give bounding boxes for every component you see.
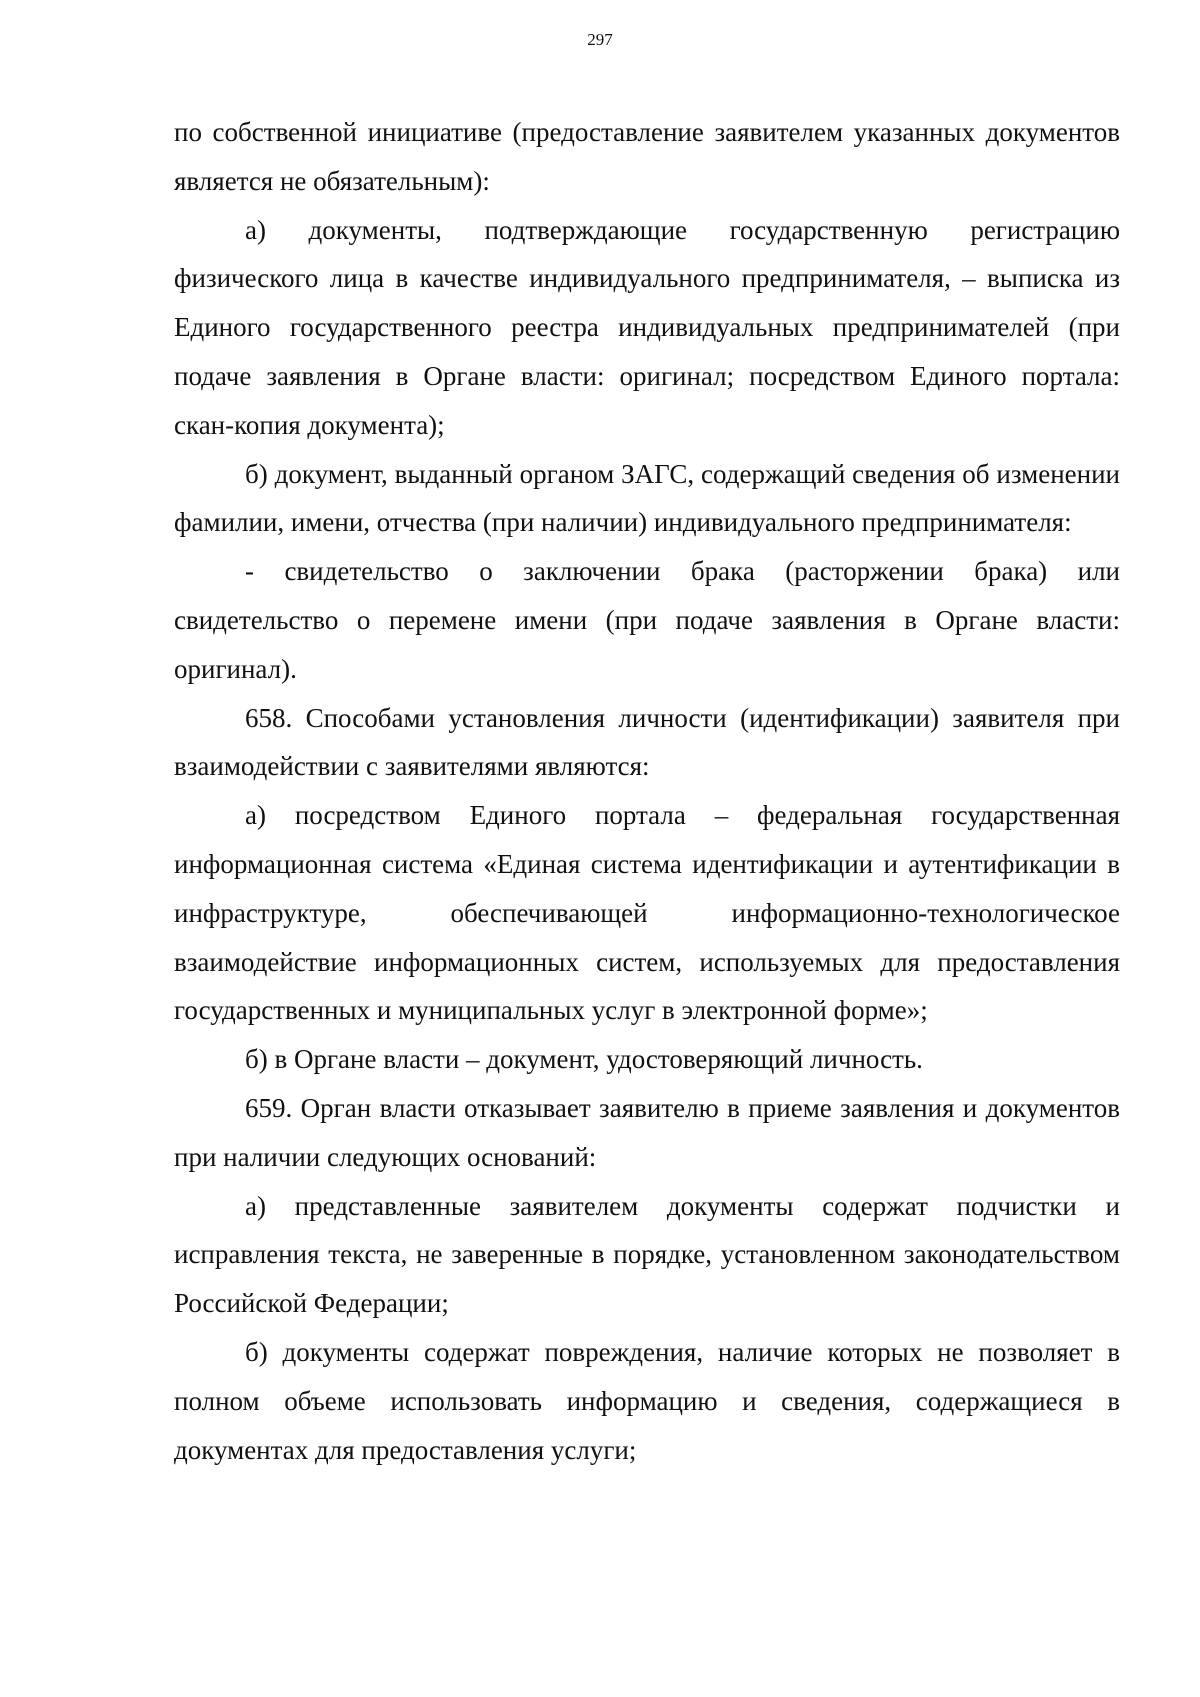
paragraph: б) документы содержат повреждения, наличие которых не позволяет в полном объеме использовать информацию и сведения, содержащиеся в документах для предоставления услуги; <box>174 1336 1120 1465</box>
paragraph: по собственной инициативе (предоставление заявителем указанных документов является не обязательным): <box>174 117 1120 196</box>
paragraph: б) в Органе власти – документ, удостоверяющий личность. <box>245 1044 923 1075</box>
paragraph: а) документы, подтверждающие государственную регистрацию физического лица в качестве индивидуального предпринимателя, – выписка из Единого государственного реестра индивидуальных предпринимателей (при подаче заявления в Органе власти: оригинал; посредством Единого портала: скан-копия документа); <box>174 214 1120 440</box>
page-number: 297 <box>587 30 613 49</box>
paragraph: а) посредством Единого портала – федеральная государственная информационная система «Единая система идентификации и аутентификации в инфраструктуре, обеспечивающей информационно-технологическое взаимодействие информационных систем, используемых для предоставления государственных и муниципальных услуг в электронной форме»; <box>174 800 1120 1026</box>
paragraph: б) документ, выданный органом ЗАГС, содержащий сведения об изменении фамилии, имени, отчества (при наличии) индивидуального предпринимателя: <box>174 458 1120 538</box>
document-body <box>174 108 1120 1474</box>
paragraph: а) представленные заявителем документы содержат подчистки и исправления текста, не заверенные в порядке, установленном законодательством Российской Федерации; <box>174 1190 1120 1319</box>
paragraph: - свидетельство о заключении брака (расторжении брака) или свидетельство о перемене имени (при подаче заявления в Органе власти: оригинал). <box>174 556 1120 684</box>
paragraph: 658. Способами установления личности (идентификации) заявителя при взаимодействии с заявителями являются: <box>174 702 1120 782</box>
paragraph: 659. Орган власти отказывает заявителю в приеме заявления и документов при наличии следующих оснований: <box>174 1092 1120 1172</box>
